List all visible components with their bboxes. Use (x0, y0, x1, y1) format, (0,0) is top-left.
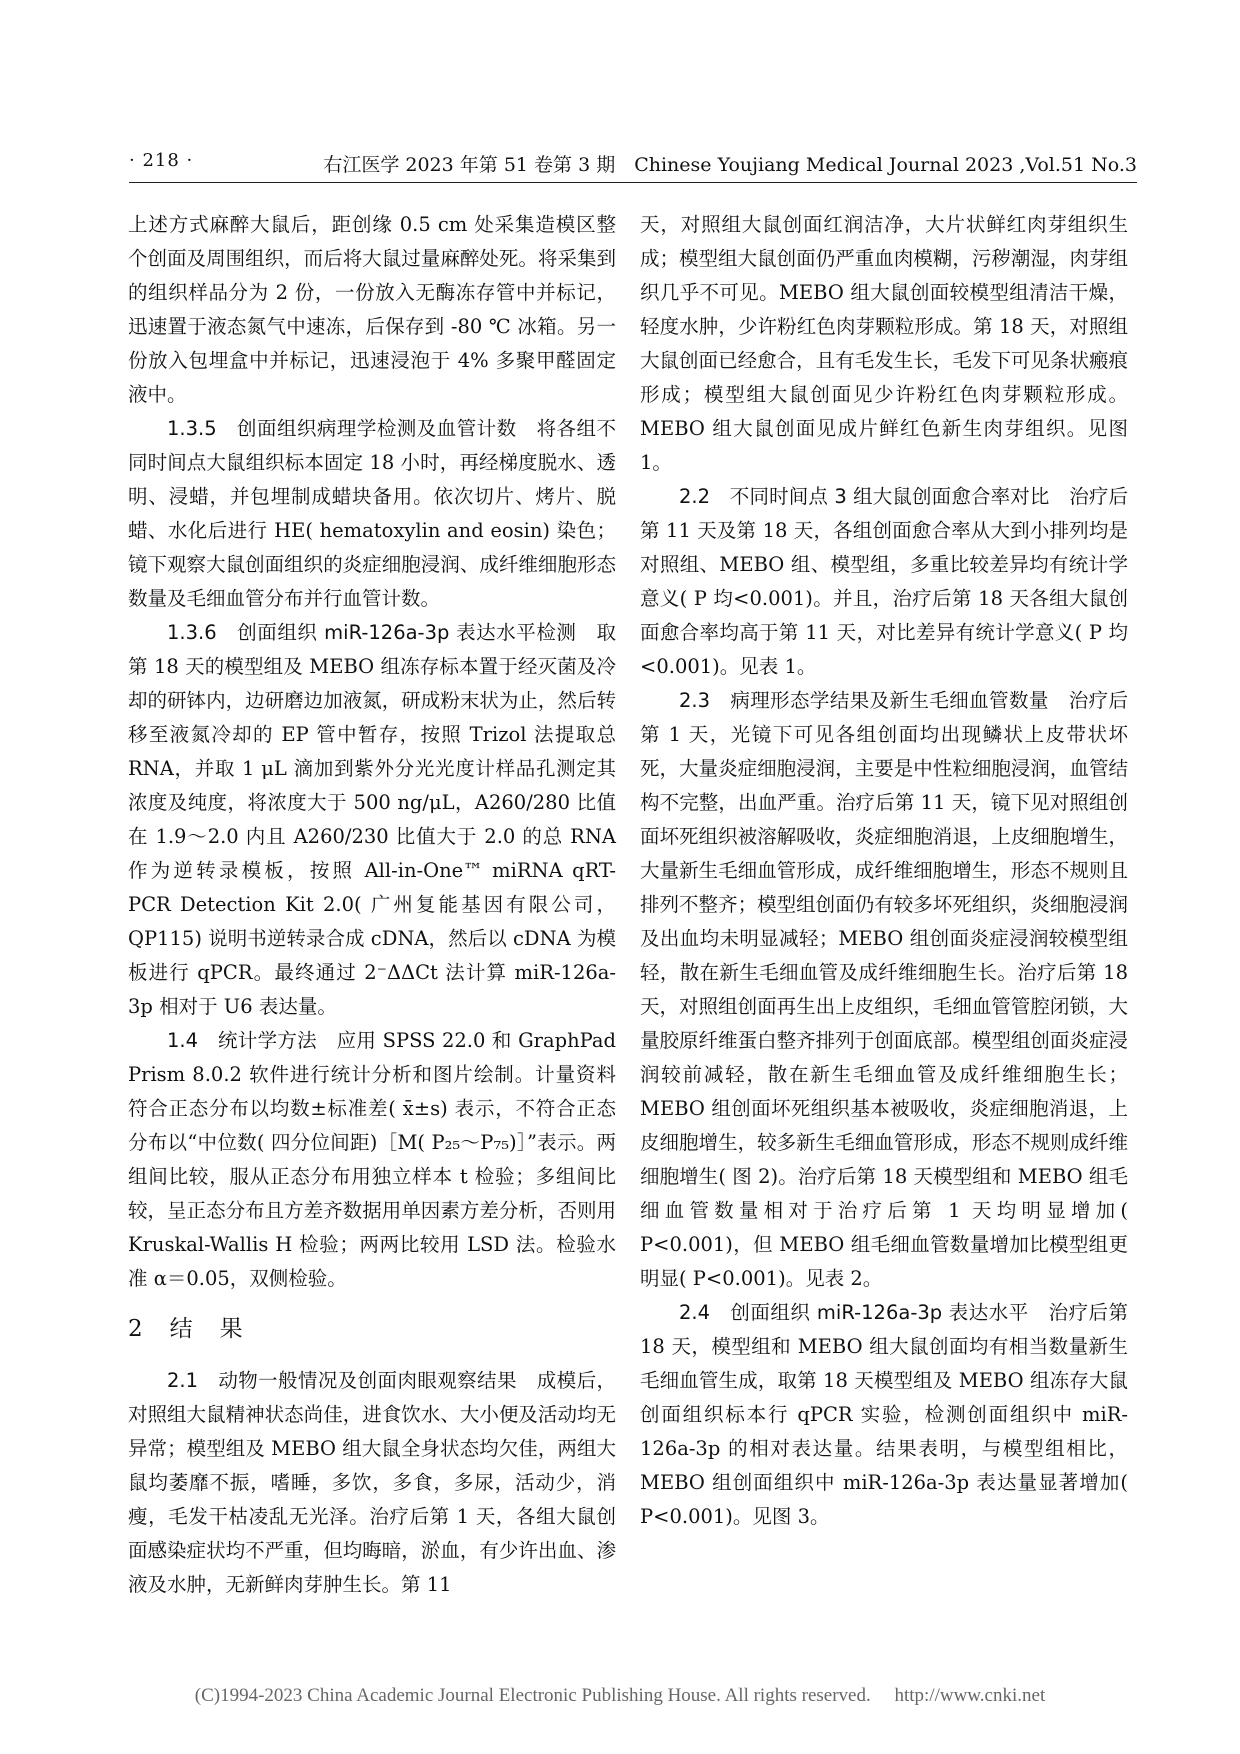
paragraph (128, 616, 616, 1024)
paragraph (640, 480, 1128, 684)
subsection-heading: 1.3.6 创面组织 miR-126a-3p 表达水平检测 (167, 621, 597, 644)
paragraph (128, 1024, 616, 1296)
paragraph (128, 1364, 616, 1602)
paragraph-text: 将各组不同时间点大鼠组织标本固定 18 小时，再经梯度脱水、透明、浸蜡，并包埋制成蜡块备用。依次切片、烤片、脱蜡、水化后进行 HE( hematoxylin and eosin) 染色；镜下观察大鼠创面组织的炎症细胞浸润、成纤维细胞形态数量及毛细血管分布并行血管计数。 (128, 417, 616, 610)
paragraph-text: 治疗后第 18 天，模型组和 MEBO 组大鼠创面均有相当数量新生毛细血管生成，取第 18 天模型组及 MEBO 组冻存大鼠创面组织标本行 qPCR 实验，检测创面组织中 miR-126a-3p 的相对表达量。结果表明，与模型组相比，MEBO 组创面组织中 miR-126a-3p 表达量显著增加( P<0.001)。见图 3。 (640, 1301, 1128, 1528)
running-header (129, 150, 1137, 190)
paragraph (128, 412, 616, 616)
paragraph-text: 治疗后第 1 天，光镜下可见各组创面均出现鳞状上皮带状坏死，大量炎症细胞浸润，主要是中性粒细胞浸润，血管结构不完整，出血严重。治疗后第 11 天，镜下见对照组创面坏死组织被溶解吸收，炎症细胞消退，上皮细胞增生，大量新生毛细血管形成，成纤维细胞增生，形态不规则且排列不整齐；模型组创面仍有较多坏死组织，炎细胞浸润及出血均未明显减轻；MEBO 组创面炎症浸润较模型组轻，散在新生毛细血管及成纤维细胞生长。治疗后第 18 天，对照组创面再生出上皮组织，毛细血管管腔闭锁，大量胶原纤维蛋白整齐排列于创面底部。模型组创面炎症浸润较前减轻，散在新生毛细血管及成纤维细胞生长；MEBO 组创面坏死组织基本被吸收，炎症细胞消退，上皮细胞增生，较多新生毛细血管形成，形态不规则成纤维细胞增生( 图 2)。治疗后第 18 天模型组和 MEBO 组毛细血管数量相对于治疗后第 1 天均明显增加( P<0.001)，但 MEBO 组毛细血管数量增加比模型组更明显( P<0.001)。见表 2。 (640, 689, 1128, 1290)
right-column (640, 208, 1128, 1534)
paragraph-text: 应用 SPSS 22.0 和 GraphPad Prism 8.0.2 软件进行统计分析和图片绘制。计量资料符合正态分布以均数±标准差( x̄±s) 表示，不符合正态分布以“中位数( 四分位间距)［M( P₂₅～P₇₅)］”表示。两组间比较，服从正态分布用独立样本 t 检验；多组间比较，呈正态分布且方差齐数据用单因素方差分析，否则用 Kruskal-Wallis H 检验；两两比较用 LSD 法。检验水准 α＝0.05，双侧检验。 (128, 1029, 616, 1290)
paragraph (640, 684, 1128, 1296)
journal-title: 右江医学 2023 年第 51 卷第 3 期 Chinese Youjiang Medical Journal 2023 ,Vol.51 No.3 (323, 154, 1137, 176)
subsection-heading: 2.2 不同时间点 3 组大鼠创面愈合率对比 (679, 485, 1070, 508)
paragraph (640, 1296, 1128, 1534)
paragraph-continued: 上述方式麻醉大鼠后，距创缘 0.5 cm 处采集造模区整个创面及周围组织，而后将大鼠过量麻醉处死。将采集到的组织样品分为 2 份，一份放入无酶冻存管中并标记，迅速置于液态氮气中速冻，后保存到 -80 ℃ 冰箱。另一份放入包埋盒中并标记，迅速浸泡于 4% 多聚甲醛固定液中。 (128, 213, 616, 406)
left-column (128, 208, 616, 1602)
subsection-heading: 2.3 病理形态学结果及新生毛细血管数量 (679, 689, 1069, 712)
paragraph-text: 取第 18 天的模型组及 MEBO 组冻存标本置于经灭菌及冷却的研钵内，边研磨边加液氮，研成粉末状为止，然后转移至液氮冷却的 EP 管中暂存，按照 Trizol 法提取总 RNA，并取 1 μL 滴加到紫外分光光度计样品孔测定其浓度及纯度，将浓度大于 500 ng/μL，A260/280 比值在 1.9～2.0 内且 A260/230 比值大于 2.0 的总 RNA 作为逆转录模板，按照 All-in-One™ miRNA qRT-PCR Detection Kit 2.0( 广州复能基因有限公司，QP115) 说明书逆转录合成 cDNA，然后以 cDNA 为模板进行 qPCR。最终通过 2⁻ΔΔCt 法计算 miR-126a-3p 相对于 U6 表达量。 (128, 621, 616, 1018)
subsection-heading: 2.4 创面组织 miR-126a-3p 表达水平 (679, 1301, 1049, 1324)
copyright-footer: (C)1994-2023 China Academic Journal Electronic Publishing House. All rights reserved. http://www.cnki.net (194, 1685, 1046, 1706)
paragraph-continued: 天，对照组大鼠创面红润洁净，大片状鲜红肉芽组织生成；模型组大鼠创面仍严重血肉模糊，污秽潮湿，肉芽组织几乎不可见。MEBO 组大鼠创面较模型组清洁干燥，轻度水肿，少许粉红色肉芽颗粒形成。第 18 天，对照组大鼠创面已经愈合，且有毛发生长，毛发下可见条状瘢痕形成；模型组大鼠创面见少许粉红色肉芽颗粒形成。MEBO 组大鼠创面见成片鲜红色新生肉芽组织。见图 1。 (640, 213, 1128, 474)
page-number: · 218 · (129, 150, 194, 171)
paragraph-text: 治疗后第 11 天及第 18 天，各组创面愈合率从大到小排列均是对照组、MEBO 组、模型组，多重比较差异均有统计学意义( P 均<0.001)。并且，治疗后第 18 天各组大鼠创面愈合率均高于第 11 天，对比差异有统计学意义( P 均<0.001)。见表 1。 (640, 485, 1128, 678)
subsection-heading: 2.1 动物一般情况及创面肉眼观察结果 (167, 1369, 537, 1392)
subsection-heading: 1.4 统计学方法 (167, 1029, 337, 1052)
paragraph-text: 成模后，对照组大鼠精神状态尚佳，进食饮水、大小便及活动均无异常；模型组及 MEBO 组大鼠全身状态均欠佳，两组大鼠均萎靡不振，嗜睡，多饮，多食，多尿，活动少，消瘦，毛发干枯凌乱无光泽。治疗后第 1 天，各组大鼠创面感染症状均不严重，但均晦暗，淤血，有少许出血、渗液及水肿，无新鲜肉芽肿生长。第 11 (128, 1369, 616, 1596)
header-rule (129, 182, 1137, 183)
subsection-heading: 1.3.5 创面组织病理学检测及血管计数 (167, 417, 537, 440)
section-heading: 2 结 果 (128, 1316, 245, 1342)
